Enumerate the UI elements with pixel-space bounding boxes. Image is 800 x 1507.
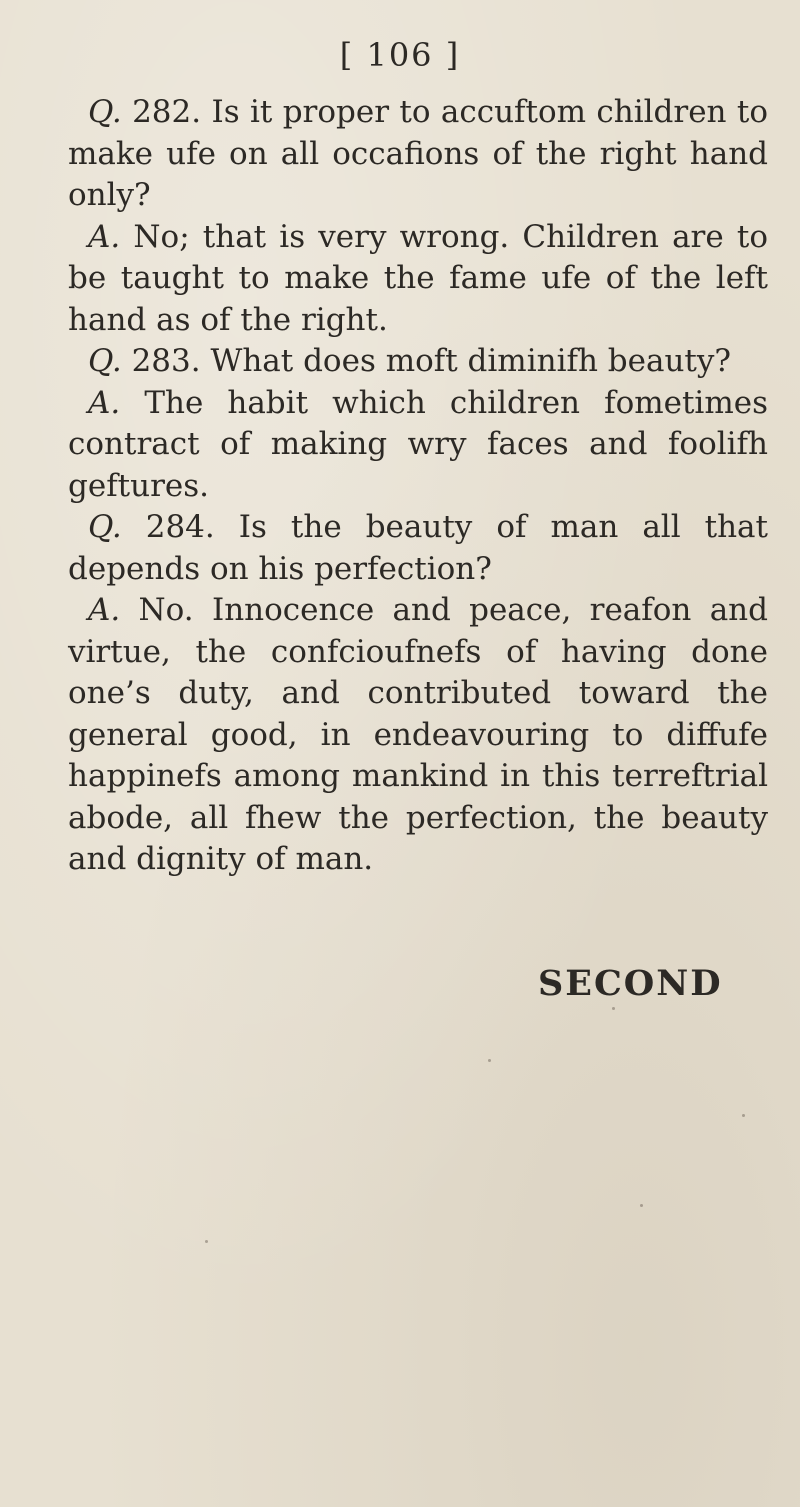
answer-282 [68, 217, 768, 342]
paper-speck [205, 1240, 208, 1243]
paper-speck [742, 1114, 745, 1117]
paper-speck [488, 1059, 491, 1062]
answer-marker: A. [88, 384, 121, 421]
question-marker: Q. [88, 343, 122, 379]
page-body [68, 92, 768, 881]
page-number: [ 106 ] [339, 36, 461, 74]
answer-marker: A. [88, 592, 121, 628]
question-282 [68, 92, 768, 217]
paper-speck [640, 1204, 643, 1207]
answer-283 [68, 383, 768, 508]
question-text: 284. Is the beauty of man all that depends on his perfection? [68, 509, 768, 587]
question-marker: Q. [88, 509, 122, 545]
question-marker: Q. [88, 94, 122, 130]
answer-marker: A. [88, 218, 121, 255]
question-283 [68, 341, 768, 383]
question-text: 282. Is it proper to accuftom children to make ufe on all occafions of the right hand only? [68, 94, 768, 213]
question-text: 283. What does moft diminifh beauty? [121, 343, 732, 379]
answer-text: No; that is very wrong. Children are to be taught to make the fame ufe of the left hand as of the right. [68, 218, 768, 338]
answer-text: The habit which children fometimes contract of making wry faces and foolifh geftures. [68, 384, 768, 504]
answer-284 [68, 590, 768, 881]
paper-speck [612, 1007, 615, 1010]
answer-text: No. Innocence and peace, reafon and virtue, the confcioufnefs of having done one’s duty, and contributed toward the general good, in endeavouring to diffufe happinefs among mankind in this terreftrial abode, all fhew the perfection, the beauty and dignity of man. [68, 592, 768, 877]
catchword: SECOND [538, 963, 723, 1004]
question-284 [68, 507, 768, 590]
